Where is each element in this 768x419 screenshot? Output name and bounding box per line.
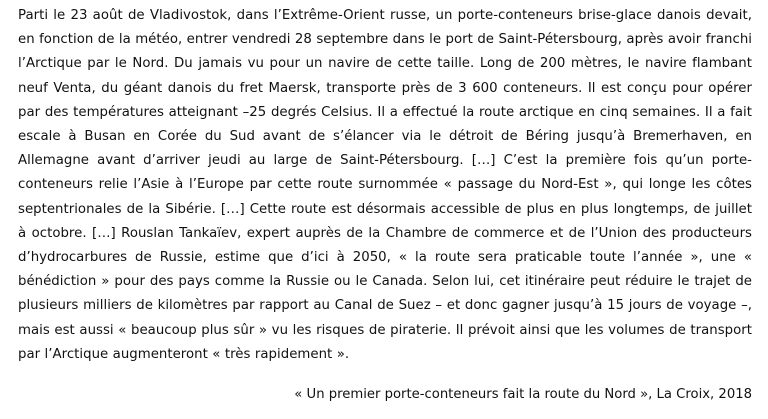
source-citation: « Un premier porte-conteneurs fait la route du Nord », La Croix, 2018 xyxy=(294,387,752,402)
excerpt-paragraph: Parti le 23 août de Vladivostok, dans l’Extrême-Orient russe, un porte-conteneurs brise-glace danois devait, en fonction de la météo, entrer vendredi 28 septembre dans le port de Saint-Pétersbourg, après avoir franchi l’Arctique par le Nord. Du jamais vu pour un navire de cette taille. Long de 200 mètres, le navire flambant neuf Venta, du géant danois du fret Maersk, transporte près de 3 600 conteneurs. Il est conçu pour opérer par des températures atteignant –25 degrés Celsius. Il a effectué la route arctique en cinq semaines. Il a fait escale à Busan en Corée du Sud avant de s’élancer via le détroit de Béring jusqu’à Bremerhaven, en Allemagne avant d’arriver jeudi au large de Saint-Pétersbourg. […] C’est la première fois qu’un porte-conteneurs relie l’Asie à l’Europe par cette route surnommée « passage du Nord-Est », qui longe les côtes septentrionales de la Sibérie. […] Cette route est désormais accessible de plus en plus longtemps, de juillet à octobre. […] Rouslan Tankaïev, expert auprès de la Chambre de commerce et de l’Union des producteurs d’hydrocarbures de Russie, estime que d’ici à 2050, « la route sera praticable toute l’année », une « bénédiction » pour des pays comme la Russie ou le Canada. Selon lui, cet itinéraire peut réduire le trajet de plusieurs milliers de kilomètres par rapport au Canal de Suez – et donc gagner jusqu’à 15 jours de voyage –, mais est aussi « beaucoup plus sûr » vu les risques de piraterie. Il prévoit ainsi que les volumes de transport par l’Arctique augmenteront « très rapidement ». xyxy=(18,8,752,362)
